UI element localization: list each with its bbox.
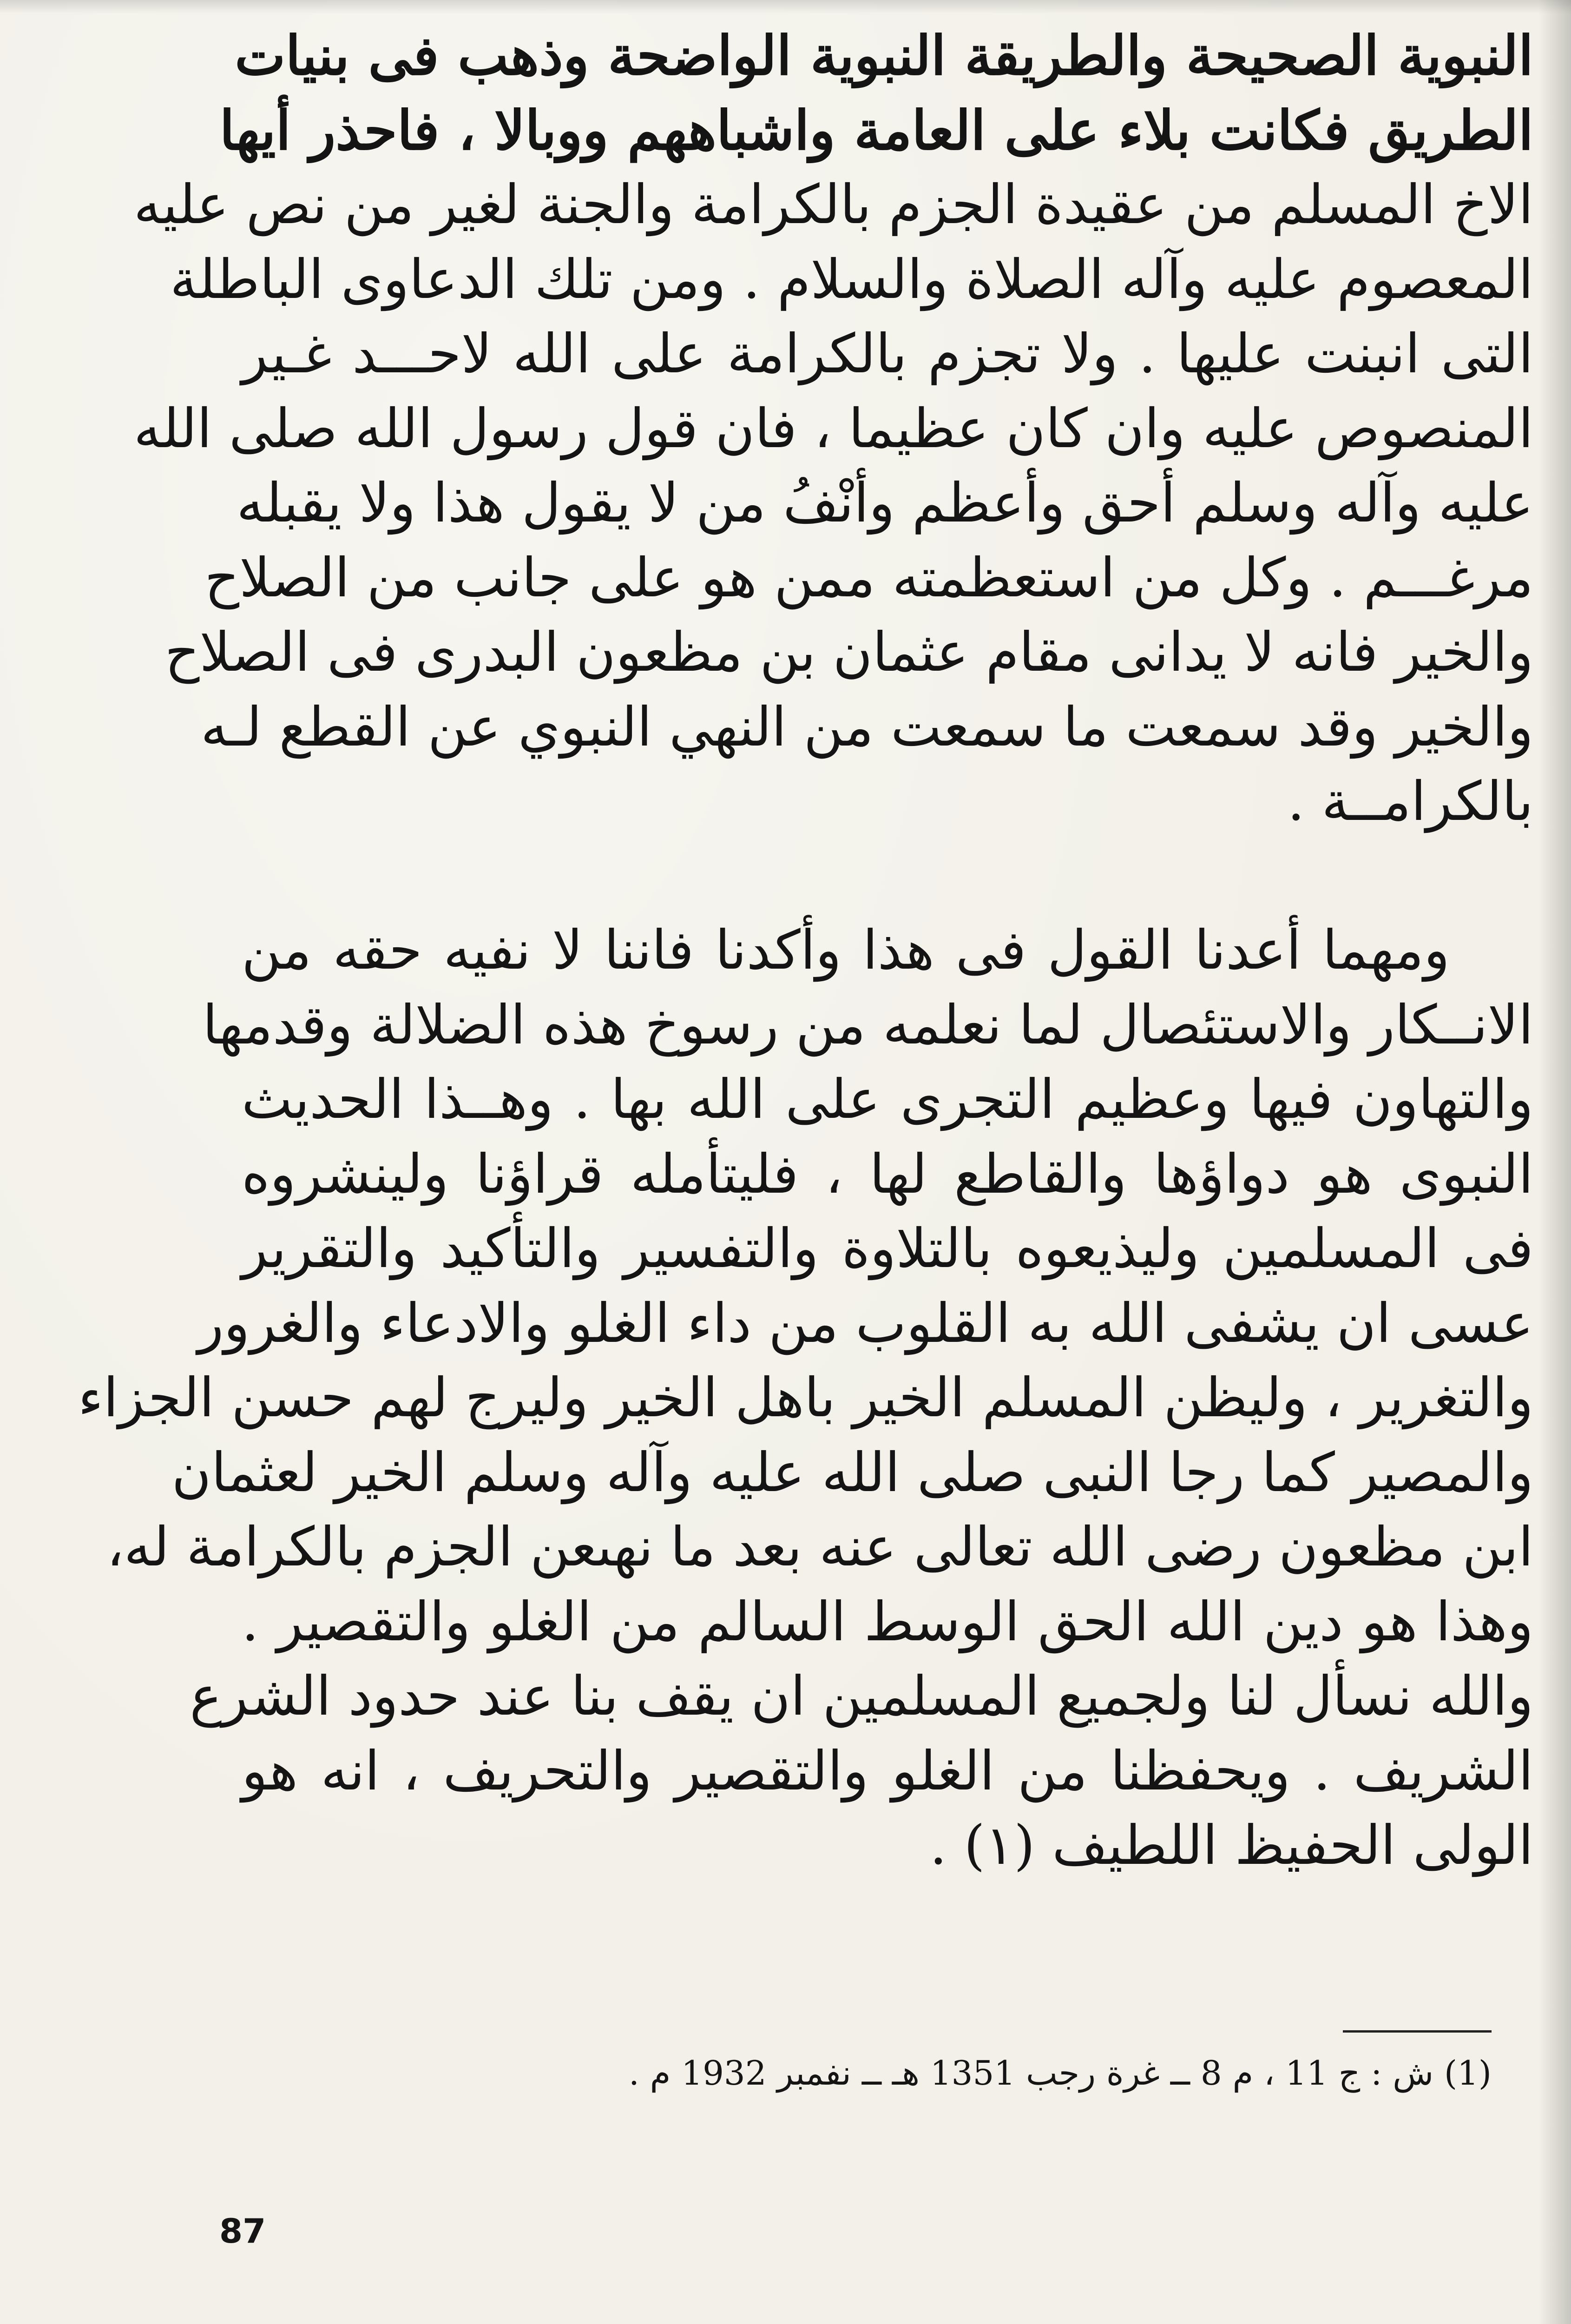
paragraph-line: الاخ المسلم من عقيدة الجزم بالكرامة والجنة لغير من نص عليه: [133, 173, 1533, 236]
paragraph-line: النبوية الصحيحة والطريقة النبوية الواضحة وذهب فى بنيات: [235, 24, 1533, 87]
paragraph-line: والخير فانه لا يدانى مقام عثمان بن مظعون البدرى فى الصلاح: [164, 621, 1533, 684]
paragraph-line: ابن مظعون رضى الله تعالى عنه بعد ما نهىعن الجزم بالكرامة له،: [106, 1516, 1533, 1578]
paragraph-line: والمصير كما رجا النبى صلى الله عليه وآله وسلم الخير لعثمان: [171, 1441, 1533, 1504]
page-spine-shadow: [1538, 0, 1571, 2324]
footnote-divider: [1343, 2030, 1492, 2033]
paragraph-line: الانــكار والاستئصال لما نعلمه من رسوخ هذه الضلالة وقدمها: [202, 993, 1533, 1056]
paragraph-line: الطريق فكانت بلاء على العامة واشباههم ووبالا ، فاحذر أيها: [219, 99, 1533, 162]
paragraph-line: المعصوم عليه وآله الصلاة والسلام . ومن تلك الدعاوى الباطلة: [170, 248, 1533, 311]
paragraph-line: والتهاون فيها وعظيم التجرى على الله بها . وهــذا الحديث: [242, 1068, 1533, 1131]
paragraph-line: والله نسأل لنا ولجميع المسلمين ان يقف بنا عند حدود الشرع: [190, 1665, 1533, 1728]
page-top-shadow: [0, 0, 1571, 14]
paragraph-line: والخير وقد سمعت ما سمعت من النهي النبوي عن القطع لـه: [201, 695, 1533, 759]
paragraph-line: المنصوص عليه وان كان عظيما ، فان قول رسول الله صلى الله: [133, 397, 1533, 460]
paragraph-line: والتغرير ، وليظن المسلم الخير باهل الخير وليرج لهم حسن الجزاء: [78, 1367, 1533, 1429]
paragraph-line: ومهما أعدنا القول فى هذا وأكدنا فاننا لا نفيه حقه من: [242, 919, 1450, 982]
paragraph-2: [78, 913, 1533, 1883]
paragraph-line: بالكرامــة .: [1287, 770, 1533, 833]
paragraph-line: عسى ان يشفى الله به القلوب من داء الغلو والادعاء والغرور: [197, 1292, 1533, 1355]
paragraph-line: فى المسلمين وليذيعوه بالتلاوة والتفسير والتأكيد والتقرير: [242, 1217, 1533, 1280]
paragraph-1: [133, 19, 1533, 839]
paragraph-line: الشريف . ويحفظنا من الغلو والتقصير والتحريف ، انه هو: [242, 1739, 1533, 1802]
paragraph-line: عليه وآله وسلم أحق وأعظم وأنْفُ من لا يقول هذا ولا يقبله: [237, 472, 1533, 535]
paragraph-line: التى انبنت عليها . ولا تجزم بالكرامة على الله لاحـــد غـير: [242, 323, 1533, 385]
footnote: (1) ش : ج 11 ، م 8 ــ غرة رجب 1351 هـ ــ نفمبر 1932 م .: [629, 2053, 1492, 2093]
paragraph-line: الولى الحفيظ اللطيف (١) .: [929, 1814, 1533, 1877]
paragraph-line: وهذا هو دين الله الحق الوسط السالم من الغلو والتقصير .: [242, 1590, 1533, 1653]
page-number: 87: [219, 2212, 266, 2251]
paragraph-line: النبوى هو دواؤها والقاطع لها ، فليتأمله قراؤنا ولينشروه: [242, 1142, 1533, 1206]
paragraph-line: مرغـــم . وكل من استعظمته ممن هو على جانب من الصلاح: [204, 546, 1533, 609]
